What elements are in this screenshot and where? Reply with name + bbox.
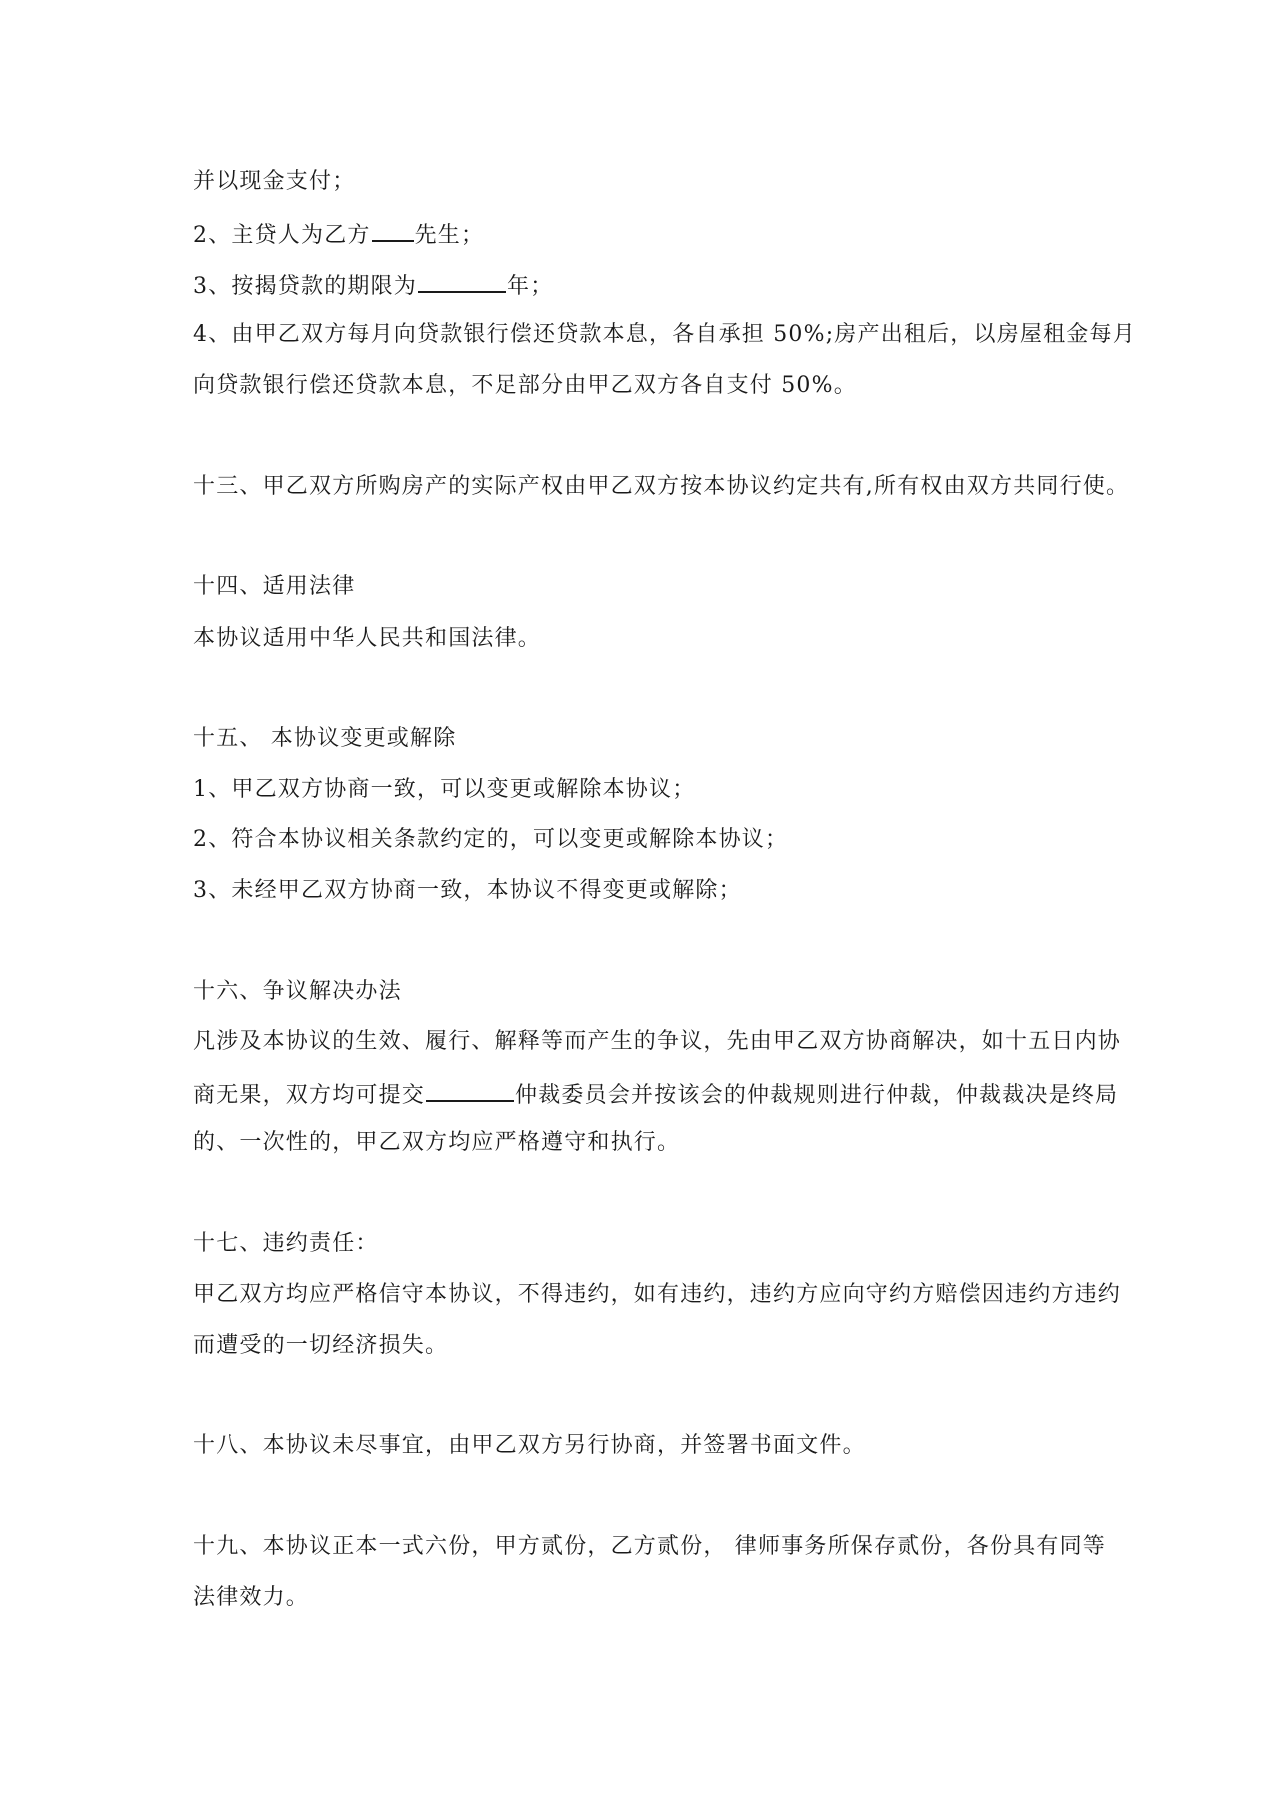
borrower-name-blank xyxy=(372,218,414,242)
section19-line1: 十九、本协议正本一式六份，甲方贰份，乙方贰份， 律师事务所保存贰份，各份具有同等 xyxy=(193,1534,1106,1559)
item3-suffix: 年； xyxy=(507,274,554,299)
section15-heading: 十五、 本协议变更或解除 xyxy=(193,726,457,751)
section12-item2 xyxy=(193,218,484,251)
section15-item2: 2、符合本协议相关条款约定的，可以变更或解除本协议； xyxy=(193,827,789,852)
section19-line2: 法律效力。 xyxy=(193,1585,310,1610)
section12-cash-line: 并以现金支付； xyxy=(193,169,356,194)
section17-line2: 而遭受的一切经济损失。 xyxy=(193,1333,449,1358)
section12-item4-line2: 向贷款银行偿还贷款本息，不足部分由甲乙双方各自支付 50%。 xyxy=(193,373,857,398)
section13-text: 十三、甲乙双方所购房产的实际产权由甲乙双方按本协议约定共有,所有权由双方共同行使。 xyxy=(193,474,1130,499)
loan-term-blank xyxy=(418,269,506,293)
section18-text: 十八、本协议未尽事宜，由甲乙双方另行协商，并签署书面文件。 xyxy=(193,1433,866,1458)
section16-line1: 凡涉及本协议的生效、履行、解释等而产生的争议，先由甲乙双方协商解决，如十五日内协 xyxy=(193,1029,1122,1054)
item3-prefix: 3、按揭贷款的期限为 xyxy=(193,274,417,299)
section15-item3: 3、未经甲乙双方协商一致，本协议不得变更或解除； xyxy=(193,878,742,903)
section14-text: 本协议适用中华人民共和国法律。 xyxy=(193,626,542,651)
section17-heading: 十七、违约责任： xyxy=(193,1231,379,1256)
section16-line2 xyxy=(193,1078,1118,1111)
section12-item4-line1: 4、由甲乙双方每月向贷款银行偿还贷款本息，各自承担 50%;房产出租后，以房屋租金每月 xyxy=(193,322,1136,347)
line2-suffix: 仲裁委员会并按该会的仲裁规则进行仲裁，仲裁裁决是终局 xyxy=(515,1083,1119,1108)
item2-prefix: 2、主贷人为乙方 xyxy=(193,223,371,248)
section12-item3 xyxy=(193,269,553,302)
section16-heading: 十六、争议解决办法 xyxy=(193,979,402,1004)
section16-line3: 的、一次性的，甲乙双方均应严格遵守和执行。 xyxy=(193,1130,681,1155)
section17-line1: 甲乙双方均应严格信守本协议，不得违约，如有违约，违约方应向守约方赔偿因违约方违约 xyxy=(193,1282,1122,1307)
arbitration-commission-blank xyxy=(426,1078,514,1102)
item2-suffix: 先生； xyxy=(414,223,485,248)
line2-prefix: 商无果，双方均可提交 xyxy=(193,1083,426,1108)
section14-heading: 十四、适用法律 xyxy=(193,574,356,599)
section15-item1: 1、甲乙双方协商一致，可以变更或解除本协议； xyxy=(193,777,696,802)
